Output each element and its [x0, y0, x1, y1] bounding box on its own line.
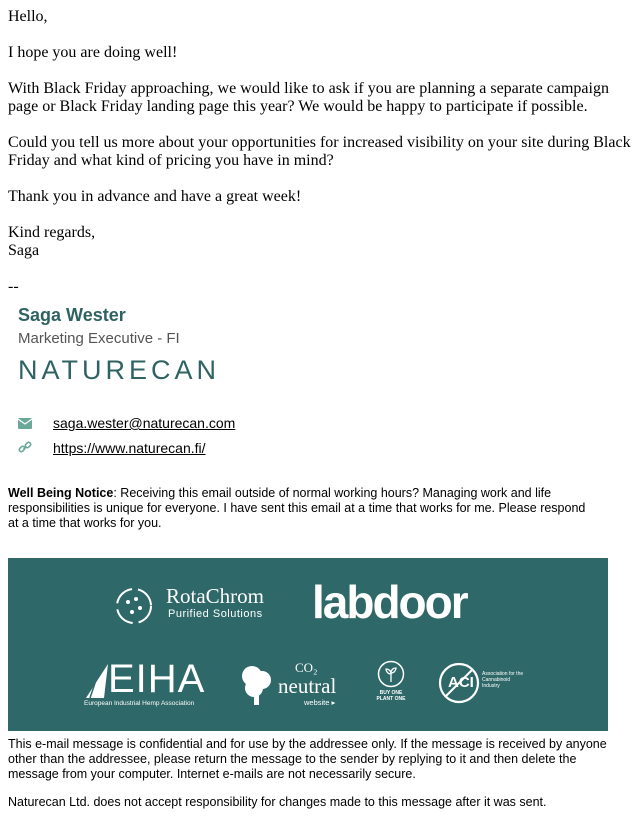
rotachrom-name: RotaChrom — [166, 584, 264, 608]
hemp-leaf-icon — [84, 664, 110, 698]
eiha-sub: European Industrial Hemp Association — [84, 700, 195, 707]
aci-logo — [438, 662, 530, 704]
mail-icon — [18, 416, 32, 430]
buy-one-text: BUY ONE — [379, 690, 403, 696]
plant-icon — [377, 660, 405, 688]
signature-email-link[interactable]: saga.wester@naturecan.com — [53, 415, 236, 431]
eiha-text: EIHA — [108, 657, 206, 701]
notice-text: : Receiving this email outside of normal working hours? Managing work and life responsibilities is unique for everyone. I have sent this email at a time that works for me. Please respond at a time that works for you. — [8, 486, 586, 530]
aci-text: ACI — [448, 674, 474, 691]
rotachrom-sub: Purified Solutions — [168, 608, 263, 620]
plant-one-text: PLANT ONE — [376, 696, 406, 702]
email-line-2: With Black Friday approaching, we would like to ask if you are planning a separate campaign page or Black Friday landing page this year? We would be happy to participate if possible. — [8, 80, 609, 115]
email-greeting: Hello, — [8, 8, 48, 25]
email-sender: Saga — [8, 242, 40, 259]
email-line-1: I hope you are doing well! — [8, 44, 178, 61]
co2-sub: website ▸ — [304, 698, 336, 707]
co2-neutral-logo — [240, 662, 350, 708]
notice-label: Well Being Notice — [8, 486, 114, 500]
partner-banner — [8, 558, 608, 731]
signature-title: Marketing Executive - FI — [18, 330, 180, 347]
email-line-3: Could you tell us more about your opportunities for increased visibility on your site during Black Friday and what kind of pricing you have in mind? — [8, 134, 631, 169]
co2-top: CO₂ — [295, 660, 318, 675]
wellbeing-notice — [8, 486, 588, 531]
signature-separator: -- — [8, 278, 19, 295]
disclaimer-confidential: This e-mail message is confidential and for use by the addressee only. If the message is received by anyone other than the addressee, please return the message to the sender by replying to it and then delete the message from your computer. Internet e-mails are not necessarily secure. — [8, 737, 607, 781]
contact-website-row — [18, 440, 206, 456]
contact-email-row — [18, 415, 235, 431]
company-logo: NATURECAN — [18, 355, 221, 385]
link-icon — [18, 441, 32, 455]
email-closing: Kind regards, — [8, 224, 96, 241]
co2-main: neutral — [278, 674, 337, 698]
signature-website-link[interactable]: https://www.naturecan.fi/ — [53, 440, 206, 456]
aci-sub: Association for the Cannabinoid Industry — [482, 671, 524, 689]
signature-name: Saga Wester — [18, 305, 126, 325]
rotachrom-logo — [112, 584, 284, 626]
rotachrom-icon — [112, 584, 156, 628]
labdoor-logo: labdoor — [312, 576, 467, 628]
eiha-logo — [84, 657, 216, 708]
buy-one-plant-one-logo — [374, 660, 408, 706]
disclaimer-responsibility: Naturecan Ltd. does not accept responsibility for changes made to this message after it was sent. — [8, 795, 547, 809]
email-line-4: Thank you in advance and have a great week! — [8, 188, 302, 205]
tree-icon — [240, 662, 274, 706]
